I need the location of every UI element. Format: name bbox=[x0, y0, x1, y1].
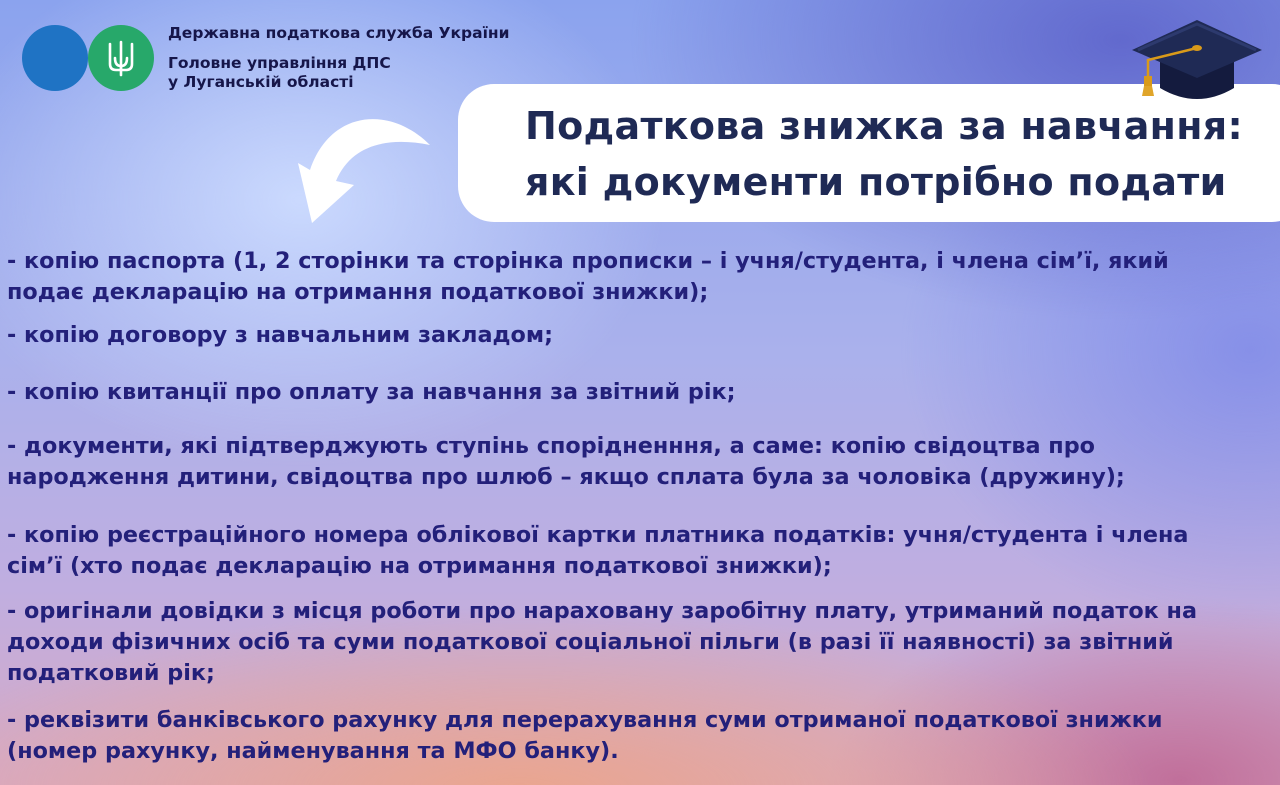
list-item bbox=[7, 705, 1163, 767]
logo-green-circle bbox=[88, 25, 154, 91]
org-department-line2: у Луганській області bbox=[168, 73, 354, 91]
curved-arrow-icon bbox=[270, 105, 440, 230]
list-item-line: податковий рік; bbox=[7, 660, 215, 686]
list-item bbox=[7, 596, 1197, 689]
list-item bbox=[7, 377, 736, 408]
list-item bbox=[7, 246, 1169, 308]
page-title-line2: які документи потрібно подати bbox=[525, 160, 1227, 204]
org-department-line1: Головне управління ДПС bbox=[168, 54, 391, 72]
list-item-line: - документи, які підтверджують ступінь спорідненння, а саме: копію свідоцтва про bbox=[7, 433, 1095, 459]
org-name: Державна податкова служба України bbox=[168, 24, 510, 42]
list-item bbox=[7, 520, 1188, 582]
list-item-line: - оригінали довідки з місця роботи про нараховану заробітну плату, утриманий податок на bbox=[7, 598, 1198, 624]
list-item-line: подає декларацію на отримання податкової знижки); bbox=[7, 279, 709, 305]
list-item bbox=[7, 320, 553, 351]
list-item-line: (номер рахунку, найменування та МФО банку). bbox=[7, 738, 619, 764]
list-item-line: сім’ї (хто подає декларацію на отримання податкової знижки); bbox=[7, 553, 832, 579]
list-item-line: доходи фізичних осіб та суми податкової соціальної пільги (в разі її наявності) за звітний bbox=[7, 629, 1174, 655]
list-item-line: - копію паспорта (1, 2 сторінки та сторінка прописки – і учня/студента, і члена сім’ї, який bbox=[7, 248, 1169, 274]
list-item bbox=[7, 431, 1125, 493]
list-item-line: - копію договору з навчальним закладом; bbox=[7, 322, 553, 348]
trident-icon bbox=[106, 38, 136, 78]
list-item-line: - копію квитанції про оплату за навчання за звітний рік; bbox=[7, 379, 736, 405]
page-title-line1: Податкова знижка за навчання: bbox=[525, 104, 1243, 148]
org-department bbox=[168, 54, 391, 92]
graduation-cap-icon bbox=[1130, 18, 1265, 108]
list-item-line: - копію реєстраційного номера облікової картки платника податків: учня/студента і члена bbox=[7, 522, 1189, 548]
logo-blue-circle bbox=[22, 25, 88, 91]
list-item-line: народження дитини, свідоцтва про шлюб – якщо сплата була за чоловіка (дружину); bbox=[7, 464, 1125, 490]
list-item-line: - реквізити банківського рахунку для перерахування суми отриманої податкової знижки bbox=[7, 707, 1163, 733]
